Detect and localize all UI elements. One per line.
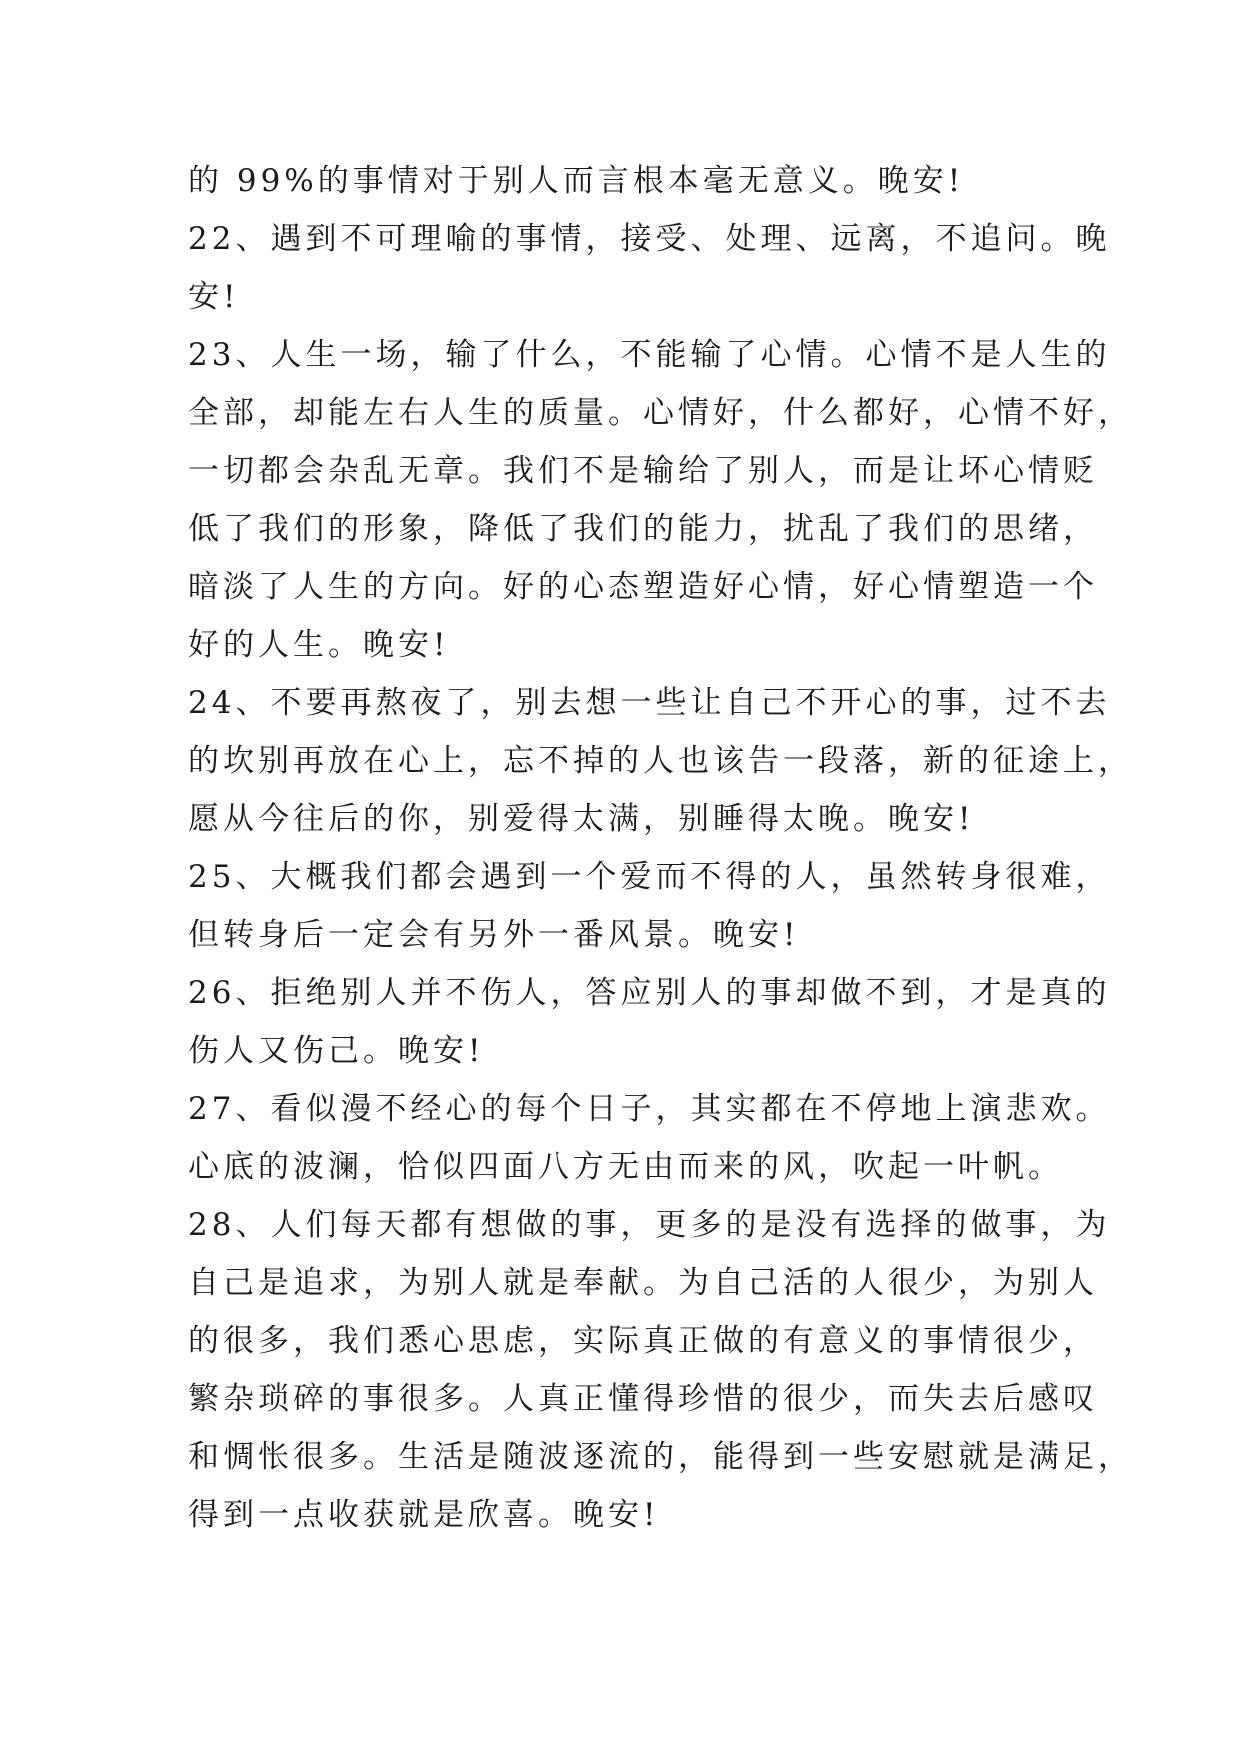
text-line: 得到一点收获就是欣喜。晚安! bbox=[188, 1497, 660, 1533]
text-line: 愿从今往后的你，别爱得太满，别睡得太晚。晚安! bbox=[188, 801, 975, 837]
text-line: 和惆怅很多。生活是随波逐流的，能得到一些安慰就是满足， bbox=[188, 1439, 1133, 1475]
text-line: 的 99%的事情对于别人而言根本毫无意义。晚安! bbox=[188, 163, 965, 199]
text-line: 的坎别再放在心上，忘不掉的人也该告一段落，新的征途上， bbox=[188, 743, 1133, 779]
text-line: 低了我们的形象，降低了我们的能力，扰乱了我们的思绪， bbox=[188, 511, 1098, 547]
text-line: 全部，却能左右人生的质量。心情好，什么都好，心情不好， bbox=[188, 395, 1133, 431]
text-line: 繁杂琐碎的事很多。人真正懂得珍惜的很少，而失去后感叹 bbox=[188, 1381, 1098, 1417]
text-line: 22、遇到不可理喻的事情，接受、处理、远离，不追问。晚 bbox=[188, 221, 1111, 257]
text-line: 安! bbox=[188, 279, 240, 315]
text-line: 好的人生。晚安! bbox=[188, 627, 450, 663]
text-line: 27、看似漫不经心的每个日子，其实都在不停地上演悲欢。 bbox=[188, 1091, 1111, 1127]
text-line: 24、不要再熬夜了，别去想一些让自己不开心的事，过不去 bbox=[188, 685, 1111, 721]
document-body bbox=[188, 152, 1133, 1544]
text-line: 的很多，我们悉心思虑，实际真正做的有意义的事情很少， bbox=[188, 1323, 1098, 1359]
text-line: 心底的波澜，恰似四面八方无由而来的风，吹起一叶帆。 bbox=[188, 1149, 1063, 1185]
text-line: 26、拒绝别人并不伤人，答应别人的事却做不到，才是真的 bbox=[188, 975, 1111, 1011]
text-line: 23、人生一场，输了什么，不能输了心情。心情不是人生的 bbox=[188, 337, 1111, 373]
text-line: 28、人们每天都有想做的事，更多的是没有选择的做事，为 bbox=[188, 1207, 1111, 1243]
text-line: 暗淡了人生的方向。好的心态塑造好心情，好心情塑造一个 bbox=[188, 569, 1098, 605]
text-line: 25、大概我们都会遇到一个爱而不得的人，虽然转身很难， bbox=[188, 859, 1111, 895]
text-line: 自己是追求，为别人就是奉献。为自己活的人很少，为别人 bbox=[188, 1265, 1098, 1301]
text-line: 但转身后一定会有另外一番风景。晚安! bbox=[188, 917, 800, 953]
text-line: 伤人又伤己。晚安! bbox=[188, 1033, 485, 1069]
text-line: 一切都会杂乱无章。我们不是输给了别人，而是让坏心情贬 bbox=[188, 453, 1098, 489]
